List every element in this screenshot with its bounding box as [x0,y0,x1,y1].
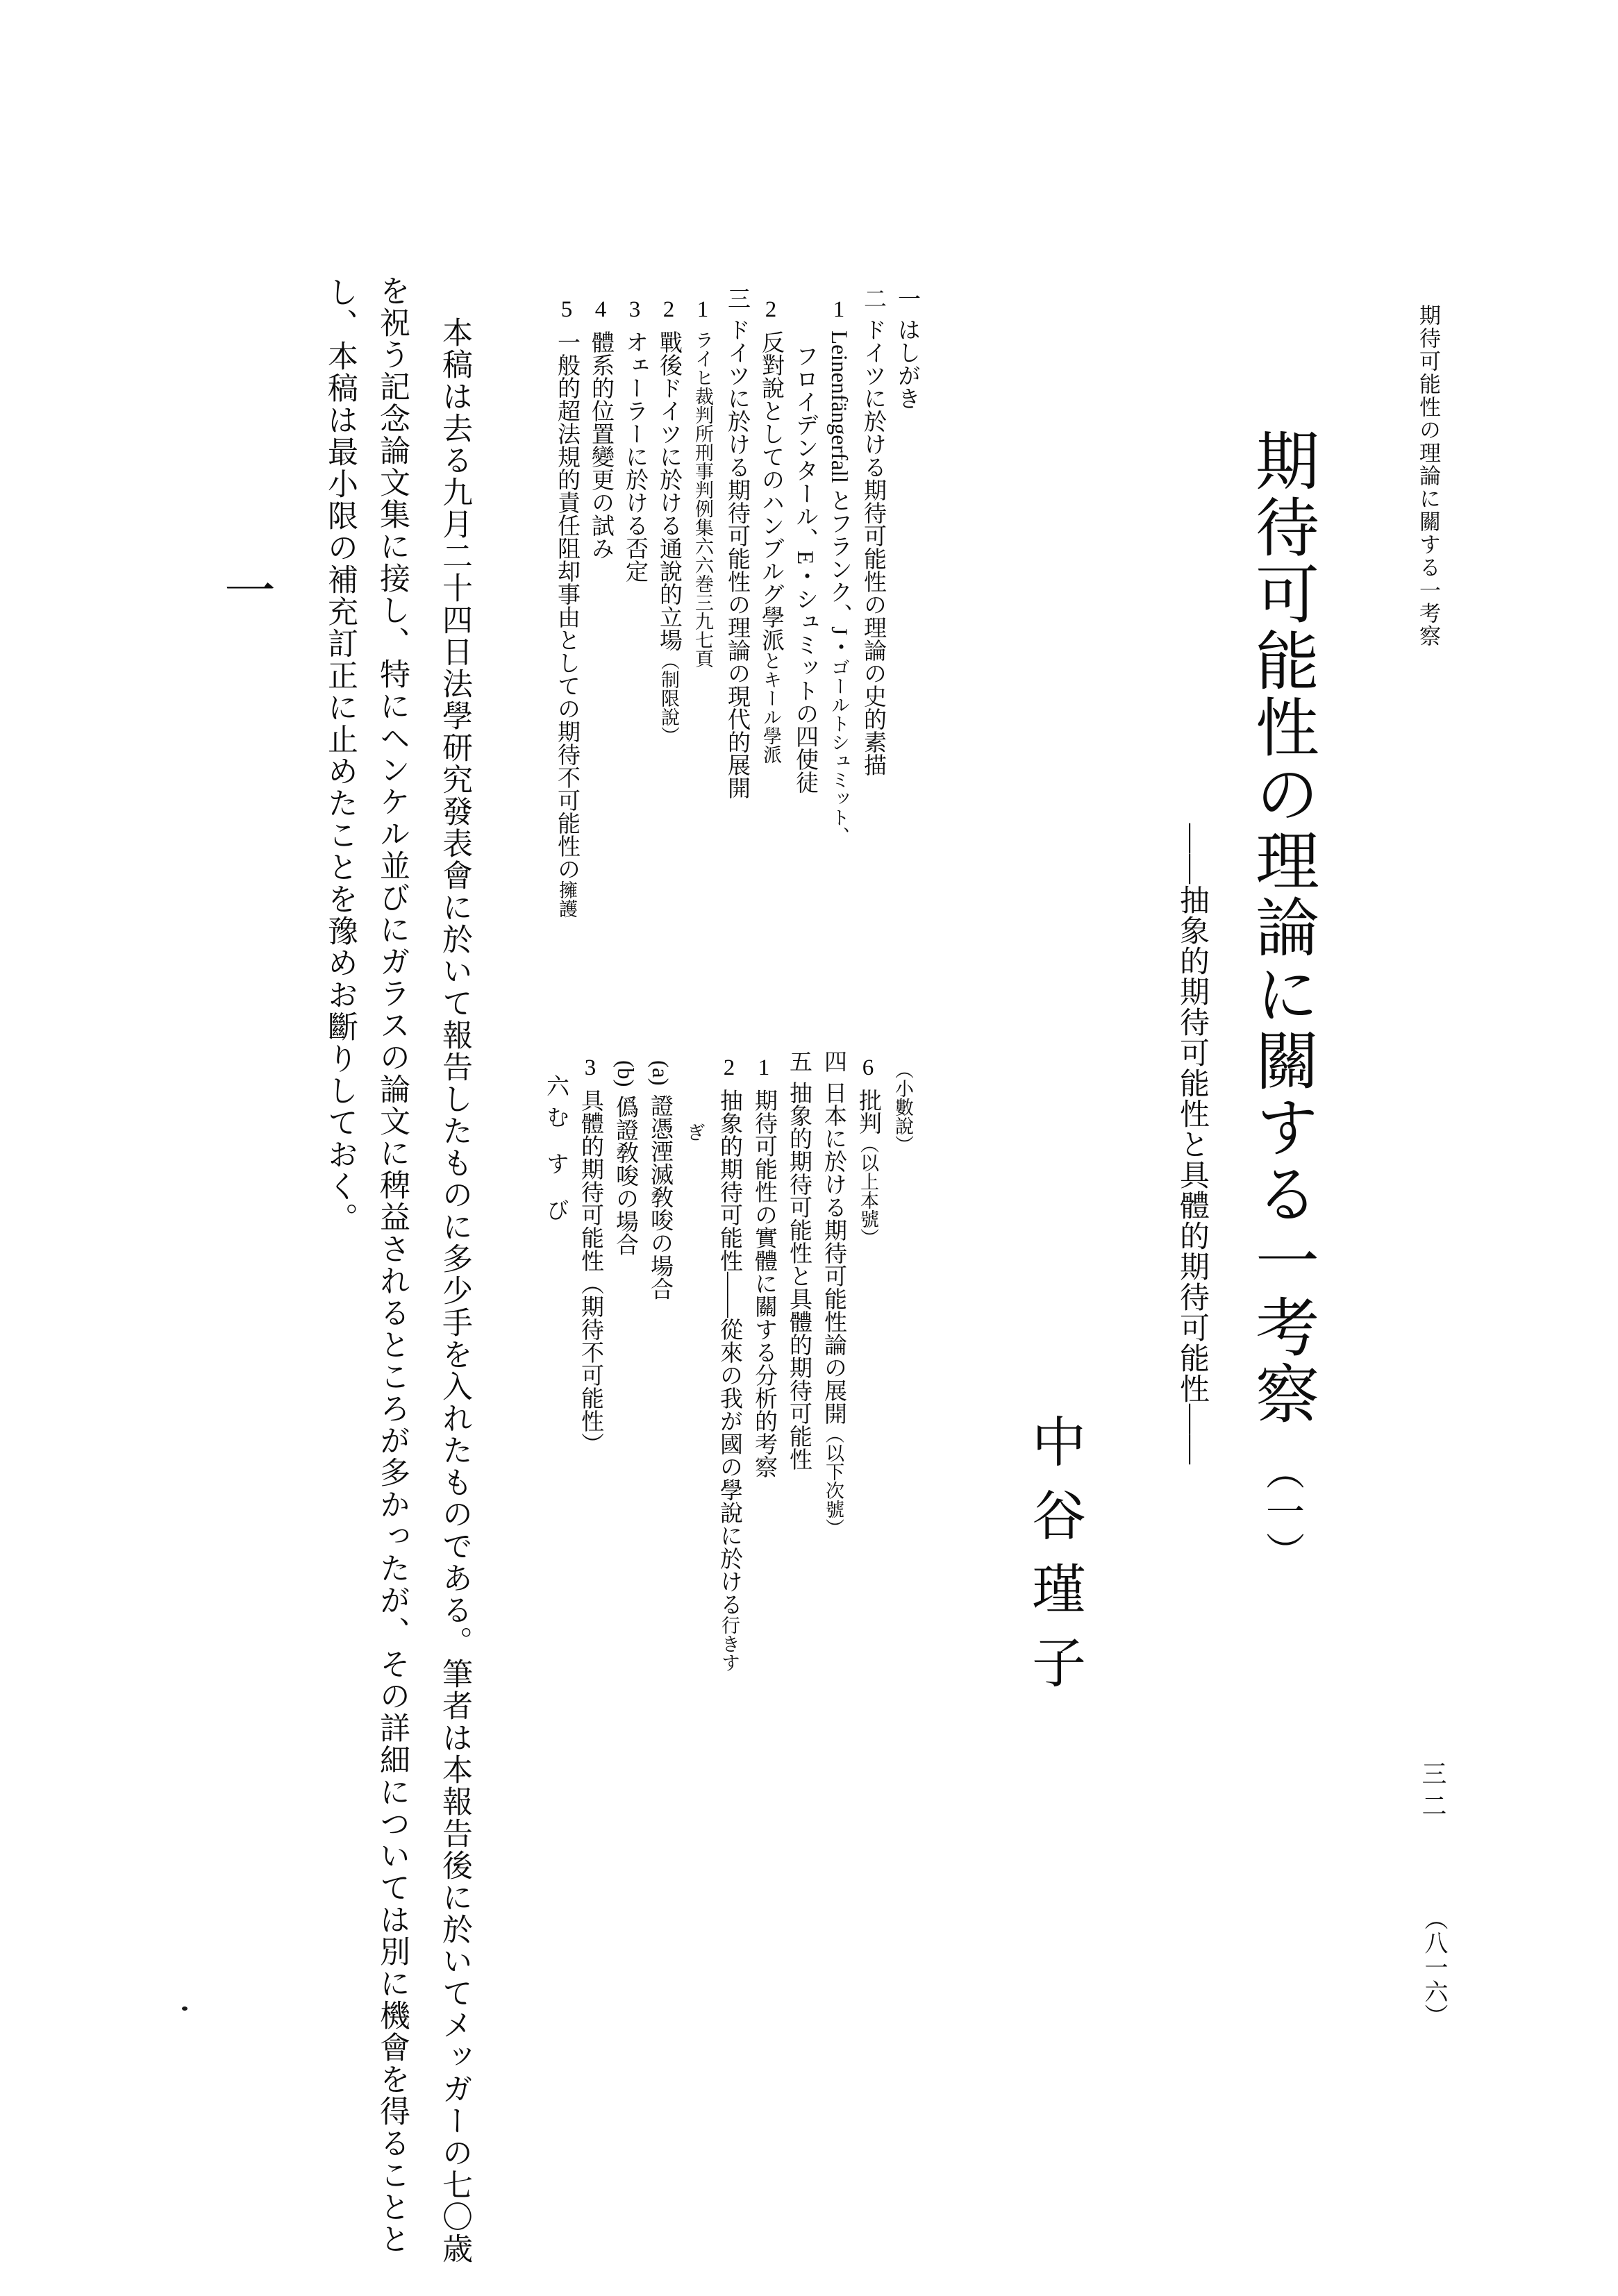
toc-item-critique [851,1050,885,1952]
preface-line-2: を祝う記念論文集に接し、特にヘンケル並びにガラスの論文に稗益されるところが多かったが、その詳細については別に機會を得ることと [375,275,409,2255]
toc-item-text: はしがき [894,318,919,410]
toc-item-musubi [538,1050,573,1952]
toc-item-marker: 一 [894,287,919,310]
toc-lower-band [538,1050,920,1952]
toc-item-text-small: （以下次號） [823,1425,844,1537]
toc-item-text: 反對說としてのハンブルグ學派 [758,330,783,651]
toc-item-marker: 5 [554,297,579,322]
article-title-part-number: （一） [1260,1451,1303,1572]
toc-item-text: 批判 [856,1089,881,1134]
toc-item-text-small: とキール學派 [760,651,781,764]
toc-item-text: オェーラーに於ける否定 [622,330,647,583]
toc-item-supralegal-excuse [549,276,583,1096]
toc-item-text: ライヒ裁判所刑事判例集六六巻三九七頁 [692,330,713,668]
toc-item-text: 抽象的期待可能性と具體的期待可能性 [786,1081,811,1470]
toc-item-text: Leinenfängerfall とフランク、J・ [826,330,851,658]
running-head: 期待可能性の理論に關する一考察 [1416,304,1440,648]
toc-item-marker: 4 [588,297,613,322]
toc-item-marker: 2 [656,297,681,322]
toc-item-japan-development [816,1050,851,1952]
toc-item-marker: (b) [612,1060,637,1087]
toc-item-text: ぎ [684,1123,705,1141]
article-subtitle: ――抽象的期待可能性と具體的期待可能性―― [1176,823,1208,1465]
preface-line-3: し、本稿は最小限の補充訂正に止めたことを豫めお斷りしておく。 [323,276,357,1234]
toc-item-history-germany [856,276,890,1096]
toc-item-marker: 1 [826,297,851,322]
toc-item-text-small: 行きす [719,1616,740,1672]
toc-item-marker: 二 [860,287,885,310]
toc-item-text: ドイツに於ける期待可能性の理論の史的素描 [860,318,885,776]
toc-item-text: 一般的超法規的責任阻却事由としての期待不可能性の [554,330,579,880]
ink-speck [182,2006,187,2011]
toc-item-hashigaki [890,276,924,1096]
toc-item-text: 證憑湮滅敎唆の場合 [647,1093,672,1300]
toc-item-analytical-study [747,1050,781,1952]
toc-item-perjury-instigation [608,1050,642,1952]
toc-upper-band [549,276,924,1096]
toc-item-text: （小數說） [892,1060,913,1154]
toc-item-text: 戰後ドイツに於ける通說的立場 [656,330,681,651]
toc-item-text: 體系的位置變更の試み [588,330,613,560]
author-name: 中谷瑾子 [1024,1414,1085,1708]
toc-item-modern-development [719,276,753,1096]
toc-item-marker: 2 [717,1055,742,1080]
toc-item-continuation-freudenthal [787,276,821,1096]
toc-item-reichsgericht-case [685,276,719,1096]
toc-item-text: 具體的期待可能性（期待不可能性） [578,1089,603,1455]
toc-item-abstract-expectability [712,1050,747,1952]
page-number-paren: （八一六） [1421,1907,1446,2028]
toc-item-marker: 1 [690,297,715,322]
toc-item-text-small: ゴールトシュミット、 [828,657,849,846]
toc-item-marker: 三 [724,287,749,310]
toc-item-opposing-theories [753,276,787,1096]
toc-item-text: 期待可能性の實體に關する分析的考察 [751,1089,776,1478]
toc-item-text-small: 擁護 [556,880,577,918]
toc-item-continuation-gi [677,1050,712,1952]
toc-item-marker: 四 [821,1050,846,1073]
article-title-text: 期待可能性の理論に關する一考察 [1246,428,1317,1427]
toc-item-marker: (a) [647,1060,672,1086]
toc-item-continuation-minority-view [885,1050,920,1952]
toc-item-concrete-expectability [573,1050,608,1952]
toc-item-text: むすび [543,1105,568,1245]
toc-item-abstract-vs-concrete [781,1050,816,1952]
toc-item-leinenfaengerfall [821,276,856,1096]
toc-item-oehler-negation [617,276,651,1096]
toc-item-postwar-germany [651,276,685,1096]
toc-item-text: ドイツに於ける期待可能性の理論の現代的展開 [724,318,749,799]
toc-item-marker: 3 [578,1055,603,1080]
toc-item-marker: 1 [751,1055,776,1080]
preface-line-1: 本稿は去る九月二十四日法學研究發表會に於いて報告したものに多少手を入れたものである。筆者は本報告後に於いてメッガーの七〇歳 [437,317,472,2265]
toc-item-systematic-position [583,276,617,1096]
toc-item-marker: 6 [856,1055,881,1080]
toc-item-text-small: （制限說） [658,651,679,745]
page-number: 三二 [1419,1761,1446,1825]
toc-item-marker: 3 [622,297,647,322]
article-title [1236,428,1328,1572]
toc-item-marker: 2 [758,297,783,322]
toc-item-marker: 五 [786,1050,811,1073]
toc-item-text-small: （以上本號） [858,1134,878,1247]
toc-item-text: 日本に於ける期待可能性論の展開 [821,1081,846,1425]
toc-item-text: 僞證敎唆の場合 [612,1095,637,1256]
section-number-heading: 一 [217,564,274,615]
toc-item-marker: 六 [543,1074,568,1097]
toc-item-evidence-destruction [642,1050,677,1952]
toc-item-text: フロイデンタール、E・シュミットの四使徒 [792,344,817,794]
toc-item-text: 抽象的期待可能性――從來の我が國の學說に於ける [717,1089,742,1616]
